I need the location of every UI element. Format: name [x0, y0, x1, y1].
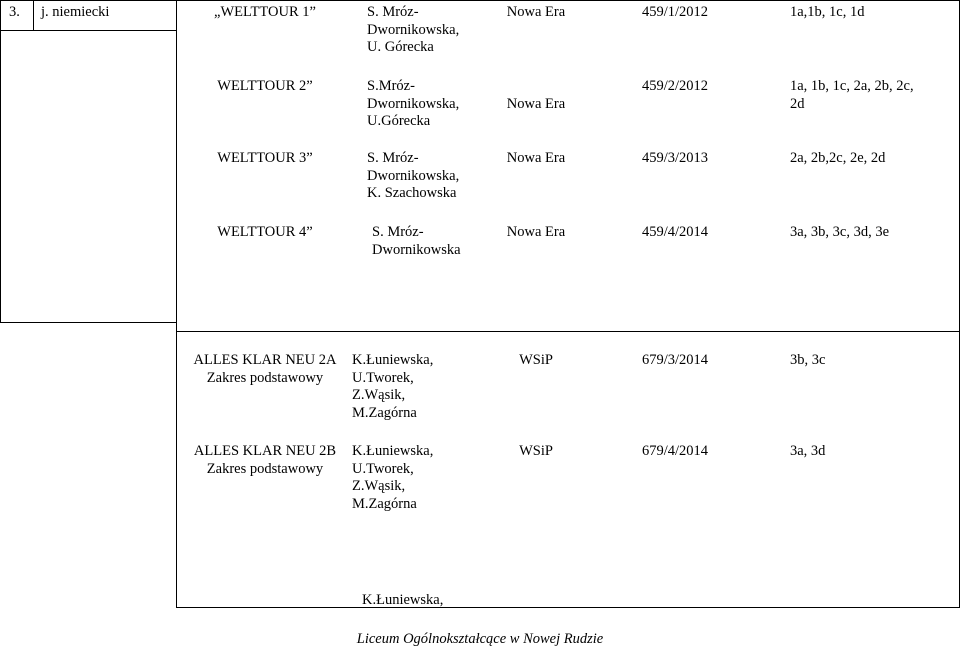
book-title: [184, 78, 346, 96]
book-title: [184, 443, 346, 478]
book-authors-line: U. Górecka: [367, 39, 434, 55]
book-publisher-line: Nowa Era: [506, 4, 566, 20]
approval-number-line: 459/3/2013: [641, 150, 709, 166]
approval-number-line: 679/4/2014: [641, 443, 709, 459]
class-list-line: 2a, 2b,2c, 2e, 2d: [790, 150, 886, 166]
class-list: [790, 4, 955, 22]
book-title-line: ALLES KLAR NEU 2A: [193, 352, 337, 368]
book-authors: [352, 224, 507, 259]
footer-school-name: Liceum Ogólnokształcące w Nowej Rudzie: [356, 631, 604, 647]
book-authors-line: Dwornikowska,: [367, 167, 460, 184]
book-title-line: Zakres podstawowy: [206, 369, 324, 386]
book-authors-line: M.Zagórna: [352, 495, 417, 512]
book-title-line: WELTTOUR 2”: [217, 78, 313, 94]
book-authors-line: Dwornikowska,: [367, 21, 460, 38]
class-list: [790, 352, 955, 370]
book-authors-line: K.Łuniewska,: [352, 443, 434, 459]
approval-number-line: 459/4/2014: [641, 224, 709, 240]
book-publisher: [486, 443, 586, 461]
class-list-line: 3a, 3b, 3c, 3d, 3e: [790, 224, 890, 240]
approval-number: [604, 78, 746, 96]
book-authors: [352, 78, 502, 131]
class-list: [790, 224, 955, 242]
book-authors-line: S.Mróz-: [367, 78, 415, 94]
class-list-line: 3b, 3c: [790, 352, 826, 368]
book-publisher-line: WSiP: [519, 352, 553, 368]
table-border-left: [0, 0, 1, 323]
book-title: [184, 4, 346, 22]
approval-number-line: 459/1/2012: [641, 4, 709, 20]
row-number: 3.: [9, 4, 20, 20]
book-authors: [352, 352, 487, 422]
book-title-line: ALLES KLAR NEU 2B: [193, 443, 337, 459]
book-title: [184, 224, 346, 242]
book-publisher-line: Nowa Era: [506, 150, 566, 166]
row-divider: [176, 331, 960, 332]
class-list-line: 1a,1b, 1c, 1d: [790, 4, 865, 20]
book-title-line: WELTTOUR 3”: [217, 150, 313, 166]
book-publisher: [486, 96, 586, 114]
book-title: [184, 352, 346, 387]
book-publisher-line: WSiP: [519, 443, 553, 459]
book-title: [184, 150, 346, 168]
book-publisher-line: Nowa Era: [506, 96, 566, 112]
book-publisher-line: Nowa Era: [506, 224, 566, 240]
book-authors-line: U.Tworek,: [352, 369, 414, 386]
column-divider: [176, 0, 177, 608]
approval-number: [604, 443, 746, 461]
column-divider: [33, 0, 34, 30]
approval-number-line: 679/3/2014: [641, 352, 709, 368]
row-divider: [176, 607, 960, 608]
book-authors-line: U.Tworek,: [352, 460, 414, 477]
class-list-line: 3a, 3d: [790, 443, 826, 459]
approval-number: [604, 352, 746, 370]
book-authors-line: Dwornikowska: [372, 241, 461, 258]
book-title-line: WELTTOUR 4”: [217, 224, 313, 240]
table-border-top: [0, 0, 960, 1]
book-authors-line: K. Szachowska: [367, 185, 457, 201]
book-authors-line: Z.Wąsik,: [352, 387, 406, 403]
book-authors: [352, 4, 502, 57]
approval-number: [604, 150, 746, 168]
book-authors: [352, 150, 502, 203]
class-list-line: 2d: [790, 95, 805, 112]
row-divider: [0, 30, 177, 31]
book-publisher: [486, 4, 586, 22]
book-authors: [352, 592, 497, 610]
book-publisher: [486, 352, 586, 370]
book-title-line: Zakres podstawowy: [206, 460, 324, 477]
approval-number: [604, 224, 746, 242]
book-authors-line: S. Mróz-: [367, 4, 419, 20]
row-divider: [0, 322, 177, 323]
class-list-line: 1a, 1b, 1c, 2a, 2b, 2c,: [790, 78, 914, 94]
book-authors-line: Z.Wąsik,: [352, 478, 406, 494]
class-list: [790, 150, 955, 168]
book-authors-line: K.Łuniewska,: [362, 592, 444, 608]
book-authors-line: K.Łuniewska,: [352, 352, 434, 368]
approval-number: [604, 4, 746, 22]
class-list: [790, 443, 955, 461]
approval-number-line: 459/2/2012: [641, 78, 709, 94]
book-authors: [352, 443, 487, 513]
book-publisher: [486, 224, 586, 242]
book-title-line: „WELTTOUR 1”: [214, 4, 316, 20]
book-authors-line: U.Górecka: [367, 113, 431, 129]
book-authors-line: M.Zagórna: [352, 404, 417, 421]
book-authors-line: S. Mróz-: [367, 150, 419, 166]
book-authors-line: S. Mróz-: [372, 224, 424, 240]
class-list: [790, 78, 955, 113]
book-publisher: [486, 150, 586, 168]
subject-label: j. niemiecki: [41, 4, 110, 20]
book-authors-line: Dwornikowska,: [367, 95, 460, 112]
